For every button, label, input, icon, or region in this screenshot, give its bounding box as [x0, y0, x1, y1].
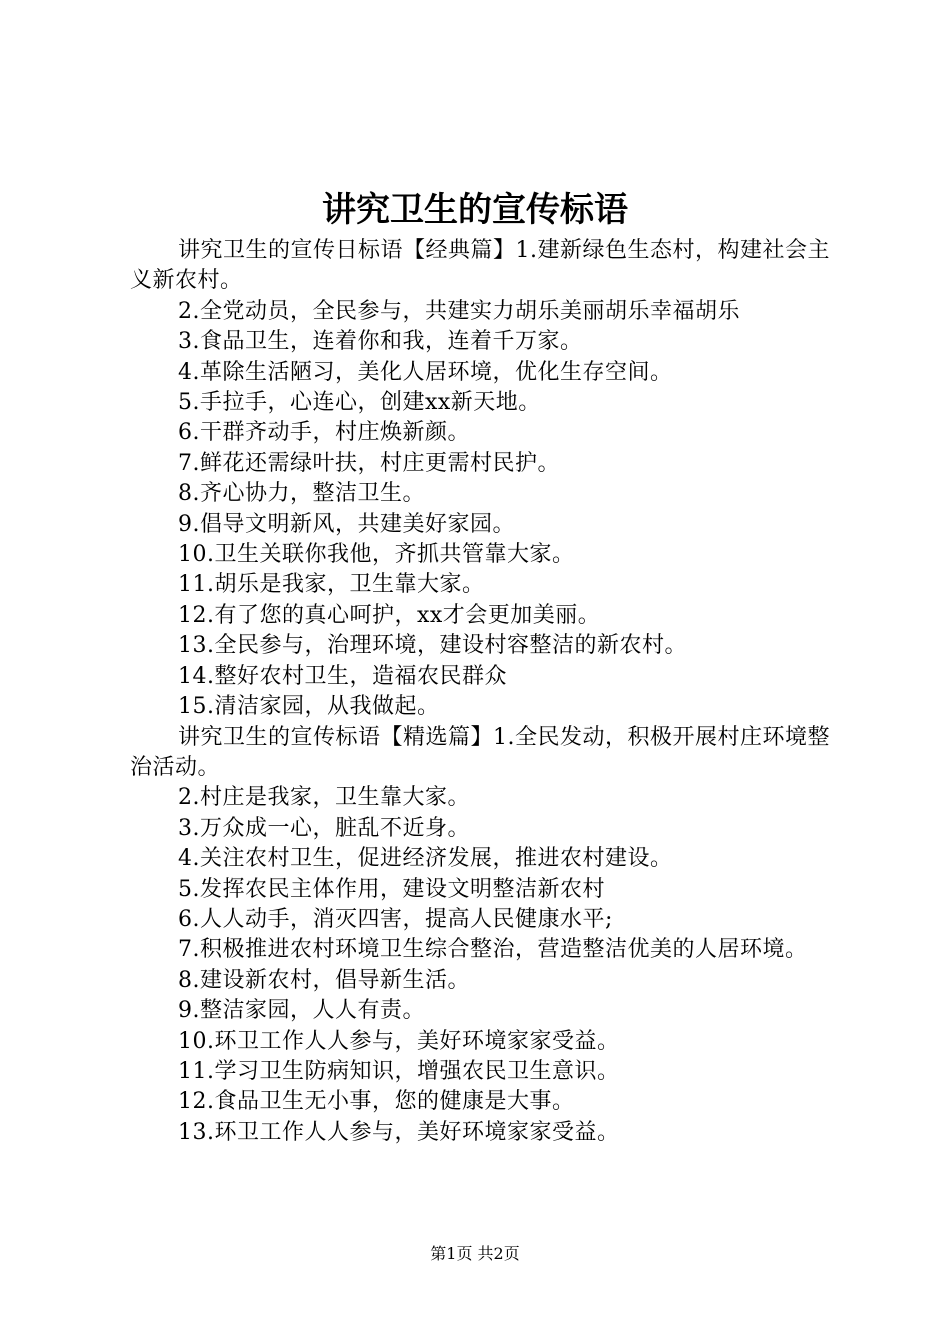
paragraph: 13.环卫工作人人参与，美好环境家家受益。: [178, 1119, 620, 1145]
paragraph: 10.卫生关联你我他，齐抓共管靠大家。: [178, 542, 575, 568]
paragraph: 8.建设新农村，倡导新生活。: [178, 967, 470, 993]
paragraph: 6.人人动手，消灭四害，提高人民健康水平;: [178, 906, 613, 932]
paragraph: 2.村庄是我家，卫生靠大家。: [178, 785, 470, 811]
paragraph: 7.积极推进农村环境卫生综合整治，营造整洁优美的人居环境。: [178, 937, 808, 963]
paragraph: 11.学习卫生防病知识，增强农民卫生意识。: [178, 1058, 620, 1084]
paragraph: 8.齐心协力，整洁卫生。: [178, 481, 425, 507]
paragraph: 3.万众成一心，脏乱不近身。: [178, 815, 470, 841]
paragraph: 7.鲜花还需绿叶扶，村庄更需村民护。: [178, 450, 560, 476]
paragraph: 5.发挥农民主体作用，建设文明整洁新农村: [178, 876, 605, 902]
paragraph: 讲究卫生的宣传标语【精选篇】1.全民发动，积极开展村庄环境整治活动。: [130, 724, 830, 780]
paragraph: 2.全党动员，全民参与，共建实力胡乐美丽胡乐幸福胡乐: [178, 298, 740, 324]
paragraph: 10.环卫工作人人参与，美好环境家家受益。: [178, 1028, 620, 1054]
paragraph: 15.清洁家园，从我做起。: [178, 694, 440, 720]
paragraph: 讲究卫生的宣传日标语【经典篇】1.建新绿色生态村，构建社会主义新农村。: [130, 238, 830, 294]
document-body: [130, 236, 830, 1148]
paragraph: 12.食品卫生无小事，您的健康是大事。: [178, 1089, 575, 1115]
paragraph: 11.胡乐是我家，卫生靠大家。: [178, 572, 485, 598]
paragraph: 14.整好农村卫生，造福农民群众: [178, 663, 507, 689]
paragraph: 9.整洁家园，人人有责。: [178, 998, 425, 1024]
paragraph: 12.有了您的真心呵护，xx才会更加美丽。: [178, 602, 601, 628]
paragraph: 3.食品卫生，连着你和我，连着千万家。: [178, 329, 583, 355]
paragraph: 13.全民参与，治理环境，建设村容整洁的新农村。: [178, 633, 687, 659]
page-title: 讲究卫生的宣传标语: [322, 190, 628, 230]
page-footer: 第1页 共2页: [430, 1244, 520, 1263]
paragraph: 9.倡导文明新风，共建美好家园。: [178, 511, 515, 537]
paragraph: 5.手拉手，心连心，创建xx新天地。: [178, 390, 541, 416]
paragraph: 6.干群齐动手，村庄焕新颜。: [178, 420, 470, 446]
paragraph: 4.革除生活陋习，美化人居环境，优化生存空间。: [178, 359, 673, 385]
paragraph: 4.关注农村卫生，促进经济发展，推进农村建设。: [178, 846, 673, 872]
